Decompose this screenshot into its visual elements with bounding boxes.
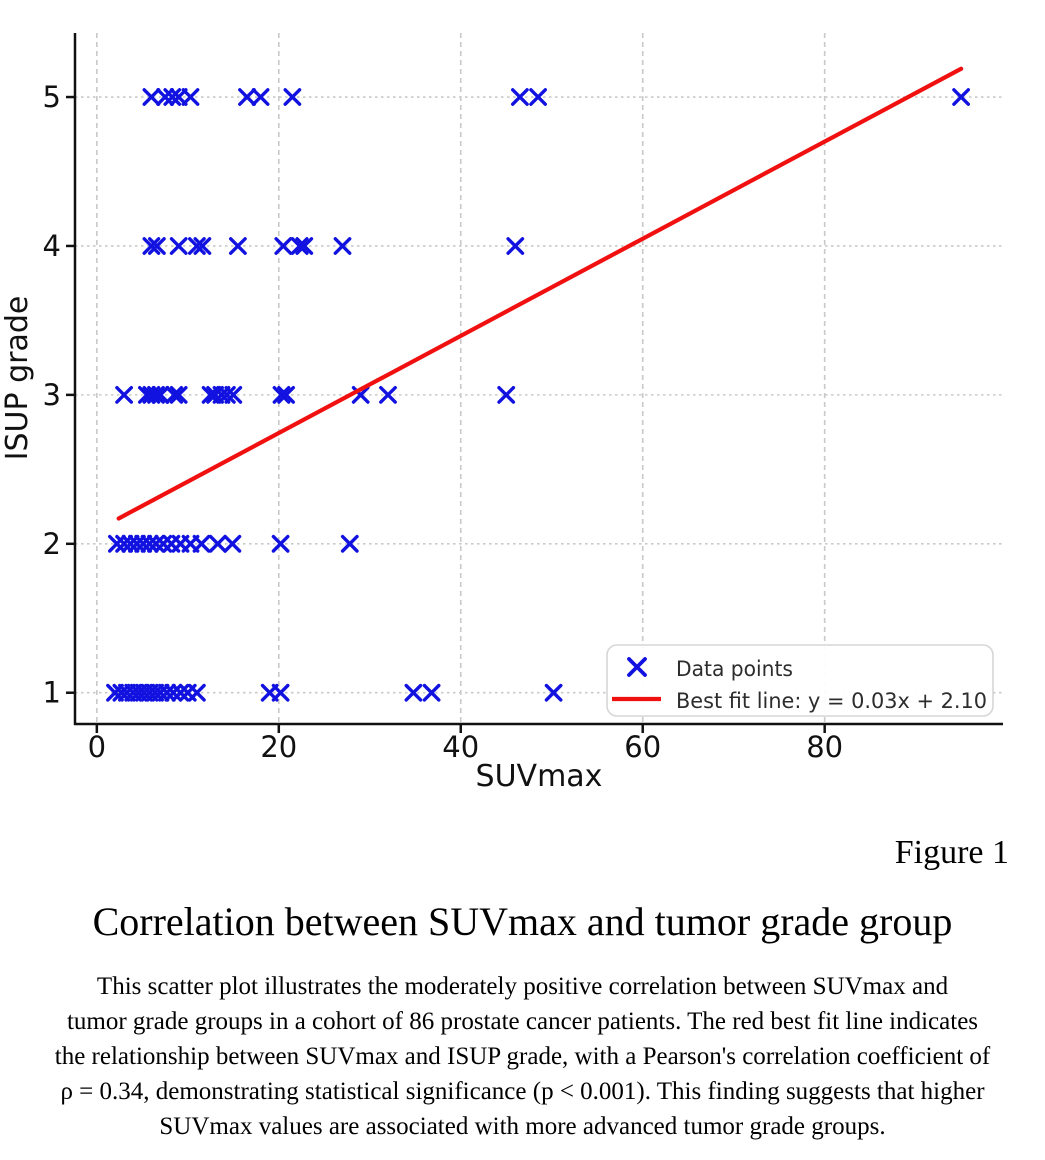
gridlines	[75, 33, 1003, 724]
y-axis-label: ISUP grade	[0, 295, 35, 461]
figure-title: Correlation between SUVmax and tumor grade group	[92, 899, 953, 944]
caption-line: SUVmax values are associated with more advanced tumor grade groups.	[159, 1113, 886, 1140]
caption-line: This scatter plot illustrates the moderately positive correlation between SUVmax and	[96, 973, 949, 1000]
x-tick-label: 0	[87, 730, 107, 764]
data-point-marker	[276, 239, 290, 253]
figure-label: Figure 1	[894, 834, 1009, 871]
legend	[607, 645, 993, 716]
legend-data-points-label: Data points	[676, 657, 793, 681]
y-tick-label: 5	[42, 80, 61, 115]
x-axis-label: SUVmax	[475, 759, 603, 794]
data-point-marker	[240, 90, 254, 104]
best-fit-line	[119, 69, 961, 519]
data-point-marker	[546, 686, 560, 700]
x-tick-label: 40	[442, 730, 480, 764]
y-tick-label: 4	[42, 228, 61, 263]
x-tick-label: 20	[260, 730, 298, 764]
caption-line: ρ = 0.34, demonstrating statistical significance (p < 0.001). This finding suggests that higher	[60, 1078, 985, 1105]
y-tick-label: 1	[42, 675, 61, 710]
data-point-marker	[954, 90, 968, 104]
x-tick-label: 60	[624, 730, 662, 764]
data-point-marker	[335, 239, 349, 253]
data-point-marker	[211, 537, 225, 551]
data-point-marker	[343, 537, 357, 551]
caption-line: tumor grade groups in a cohort of 86 prostate cancer patients. The red best fit line indicates	[66, 1008, 979, 1035]
y-tick-label: 2	[42, 526, 61, 561]
legend-fit-line-label: Best fit line: y = 0.03x + 2.10	[676, 689, 987, 713]
x-tick-label: 80	[806, 730, 844, 764]
caption-line: the relationship between SUVmax and ISUP grade, with a Pearson's correlation coefficient of	[54, 1043, 991, 1070]
y-tick-label: 3	[42, 377, 61, 412]
data-point-marker	[144, 90, 158, 104]
figure-caption	[0, 969, 1045, 1144]
